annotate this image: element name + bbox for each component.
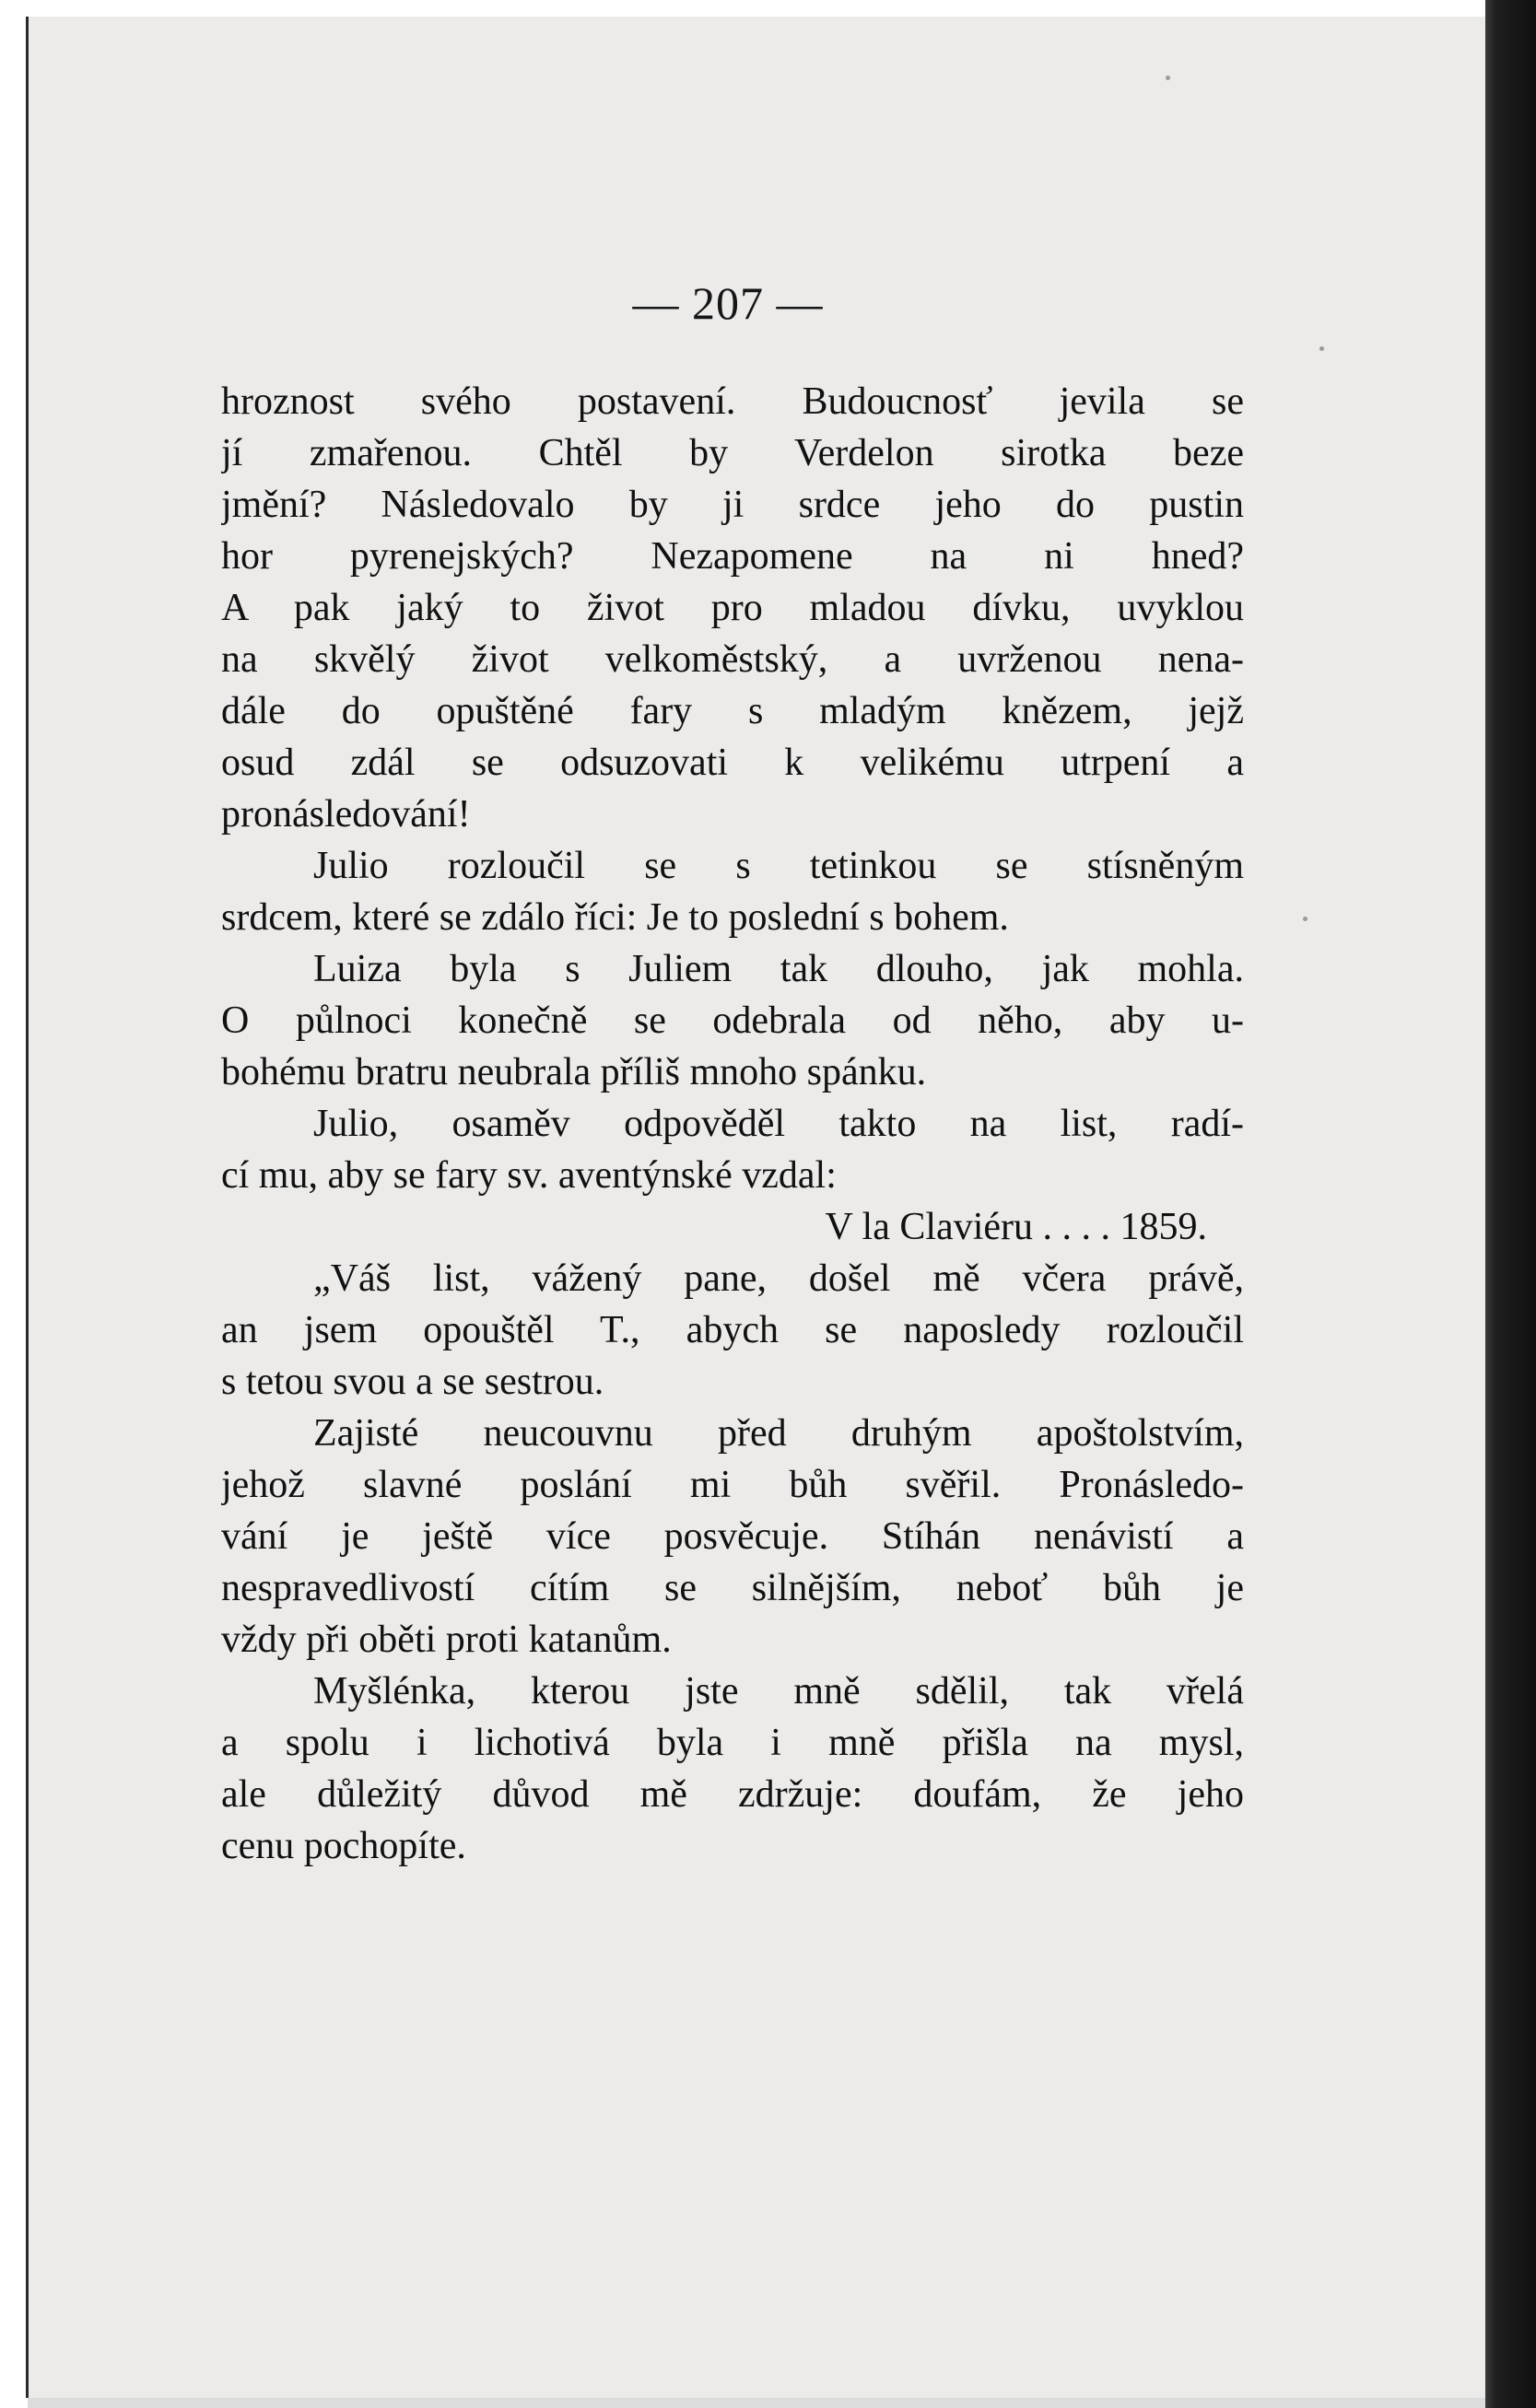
dateline-text: V la Claviéru . . . . 1859. (825, 1206, 1207, 1248)
text-line: vždy při oběti proti katanům. (221, 1619, 672, 1661)
text-line: osud zdál se odsuzovati k velikému utrpení a (221, 742, 1244, 784)
paper-speck (1319, 346, 1324, 351)
text-line: nespravedlivostí cítím se silnějším, neboť bůh je (221, 1567, 1244, 1609)
text-line: Myšlénka, kterou jste mně sdělil, tak vřelá (313, 1670, 1244, 1712)
paragraph (221, 943, 1244, 1098)
text-line: dále do opuštěné fary s mladým knězem, jejž (221, 690, 1244, 732)
text-line: s tetou svou a se sestrou. (221, 1361, 604, 1403)
text-line: srdcem, které se zdálo říci: Je to poslední s bohem. (221, 896, 1009, 939)
page-number: — 207 — (632, 277, 824, 329)
text-line: vání je ještě více posvěcuje. Stíhán nenávistí a (221, 1515, 1244, 1558)
text-line: an jsem opouštěl T., abych se naposledy rozloučil (221, 1309, 1244, 1351)
text-line: Luiza byla s Juliem tak dlouho, jak mohla. (313, 948, 1244, 990)
text-line: Julio, osaměv odpověděl takto na list, radí- (313, 1103, 1244, 1145)
text-line: na skvělý život velkoměstský, a uvrženou nena- (221, 638, 1244, 681)
letter-dateline (221, 1201, 1244, 1253)
text-line: ale důležitý důvod mě zdržuje: doufám, že jeho (221, 1773, 1244, 1816)
text-line: cí mu, aby se fary sv. aventýnské vzdal: (221, 1154, 837, 1197)
paragraph (221, 1098, 1244, 1201)
paragraph (221, 376, 1244, 840)
text-line: jí zmařenou. Chtěl by Verdelon sirotka beze (221, 432, 1244, 474)
paper-speck (1303, 917, 1307, 921)
text-line: pronásledování! (221, 793, 471, 836)
paragraph (221, 1408, 1244, 1666)
text-line: Zajisté neucouvnu před druhým apoštolstvím, (313, 1412, 1244, 1455)
text-line: A pak jaký to život pro mladou dívku, uvyklou (221, 587, 1244, 629)
text-line: bohému bratru neubrala příliš mnoho spánku. (221, 1051, 927, 1093)
paper-speck (1166, 76, 1170, 80)
paragraph (221, 840, 1244, 943)
right-book-edge (1485, 0, 1536, 2408)
text-line: jehož slavné poslání mi bůh svěřil. Pronásledo- (221, 1464, 1244, 1506)
text-line: a spolu i lichotivá byla i mně přišla na mysl, (221, 1722, 1244, 1764)
body-text (221, 376, 1244, 1872)
text-line: jmění? Následovalo by ji srdce jeho do pustin (221, 484, 1244, 526)
paragraph (221, 1253, 1244, 1408)
text-line: Julio rozloučil se s tetinkou se stísněným (313, 845, 1244, 887)
paragraph (221, 1666, 1244, 1872)
text-line: hroznost svého postavení. Budoucnosť jevila se (221, 380, 1244, 423)
text-line: cenu pochopíte. (221, 1825, 466, 1867)
text-line: „Váš list, vážený pane, došel mě včera právě, (313, 1257, 1244, 1300)
left-page-edge (26, 17, 29, 2398)
text-line: hor pyrenejských? Nezapomene na ni hned? (221, 535, 1244, 578)
bottom-page-edge (28, 2398, 1485, 2408)
text-line: O půlnoci konečně se odebrala od něho, aby u- (221, 999, 1244, 1042)
top-margin (0, 0, 1536, 17)
